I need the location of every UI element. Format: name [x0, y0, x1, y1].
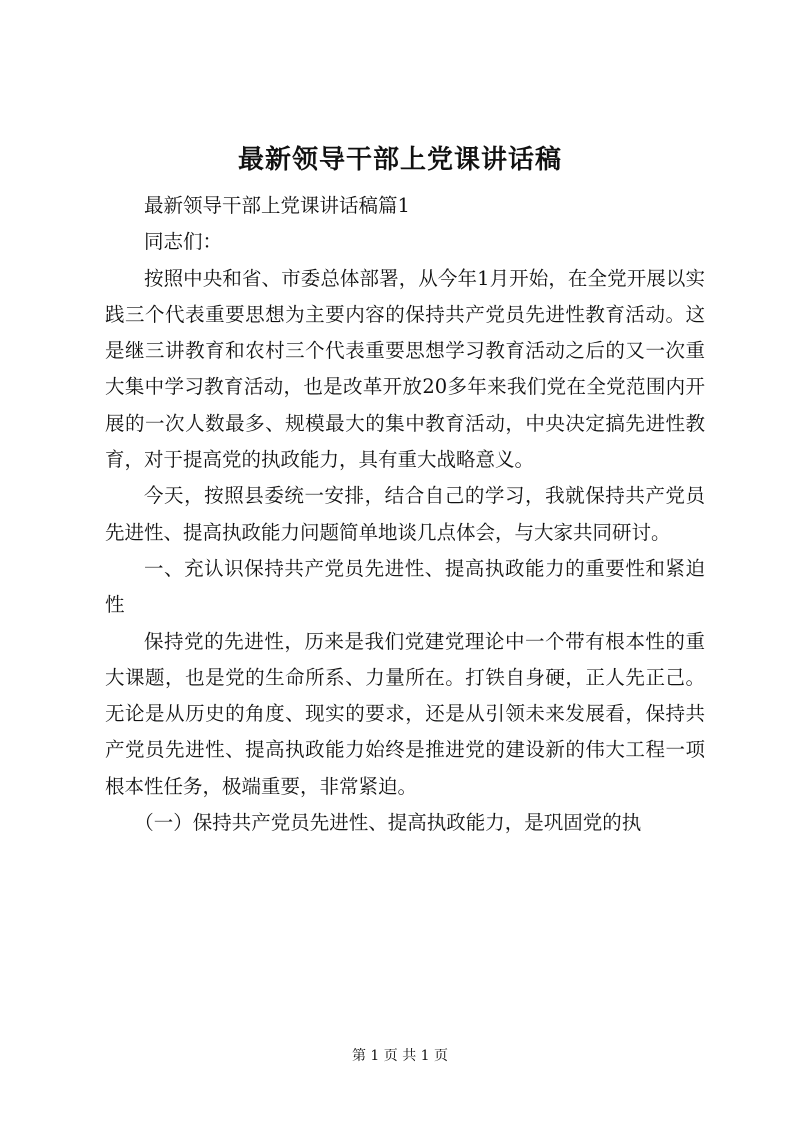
section-subtitle: 最新领导干部上党课讲话稿篇1: [144, 194, 410, 217]
paragraph-advancement: 保持党的先进性，历来是我们党建党理论中一个带有根本性的重大课题，也是党的生命所系、力量所在。打铁自身硬，正人先正己。无论是从历史的角度、现实的要求，还是从引领未来发展看，保持共产党员先进性、提高执政能力始终是推进党的建设新的伟大工程一项根本性任务，极端重要，非常紧迫。: [105, 629, 705, 798]
document-body: [105, 188, 705, 841]
document-title: 最新领导干部上党课讲话稿: [237, 145, 562, 175]
salutation: 同志们：: [144, 230, 223, 254]
subheading-item-one: （一）保持共产党员先进性、提高执政能力，是巩固党的执: [134, 811, 642, 835]
page-footer: 第 1 页 共 1 页: [351, 1048, 449, 1064]
paragraph-today: 今天，按照县委统一安排，结合自己的学习，我就保持共产党员先进性、提高执政能力问题简单地谈几点体会，与大家共同研讨。: [105, 484, 705, 544]
heading-section-one: 一、充认识保持共产党员先进性、提高执政能力的重要性和紧迫性: [105, 556, 705, 617]
paragraph-intro: 按照中央和省、市委总体部署，从今年1月开始，在全党开展以实践三个代表重要思想为主要内容的保持共产党员先进性教育活动。这是继三讲教育和农村三个代表重要思想学习教育活动之后的又一次重大集中学习教育活动，也是改革开放20多年来我们党在全党范围内开展的一次人数最多、规模最大的集中教育活动，中央决定搞先进性教育，对于提高党的执政能力，具有重大战略意义。: [105, 266, 705, 472]
